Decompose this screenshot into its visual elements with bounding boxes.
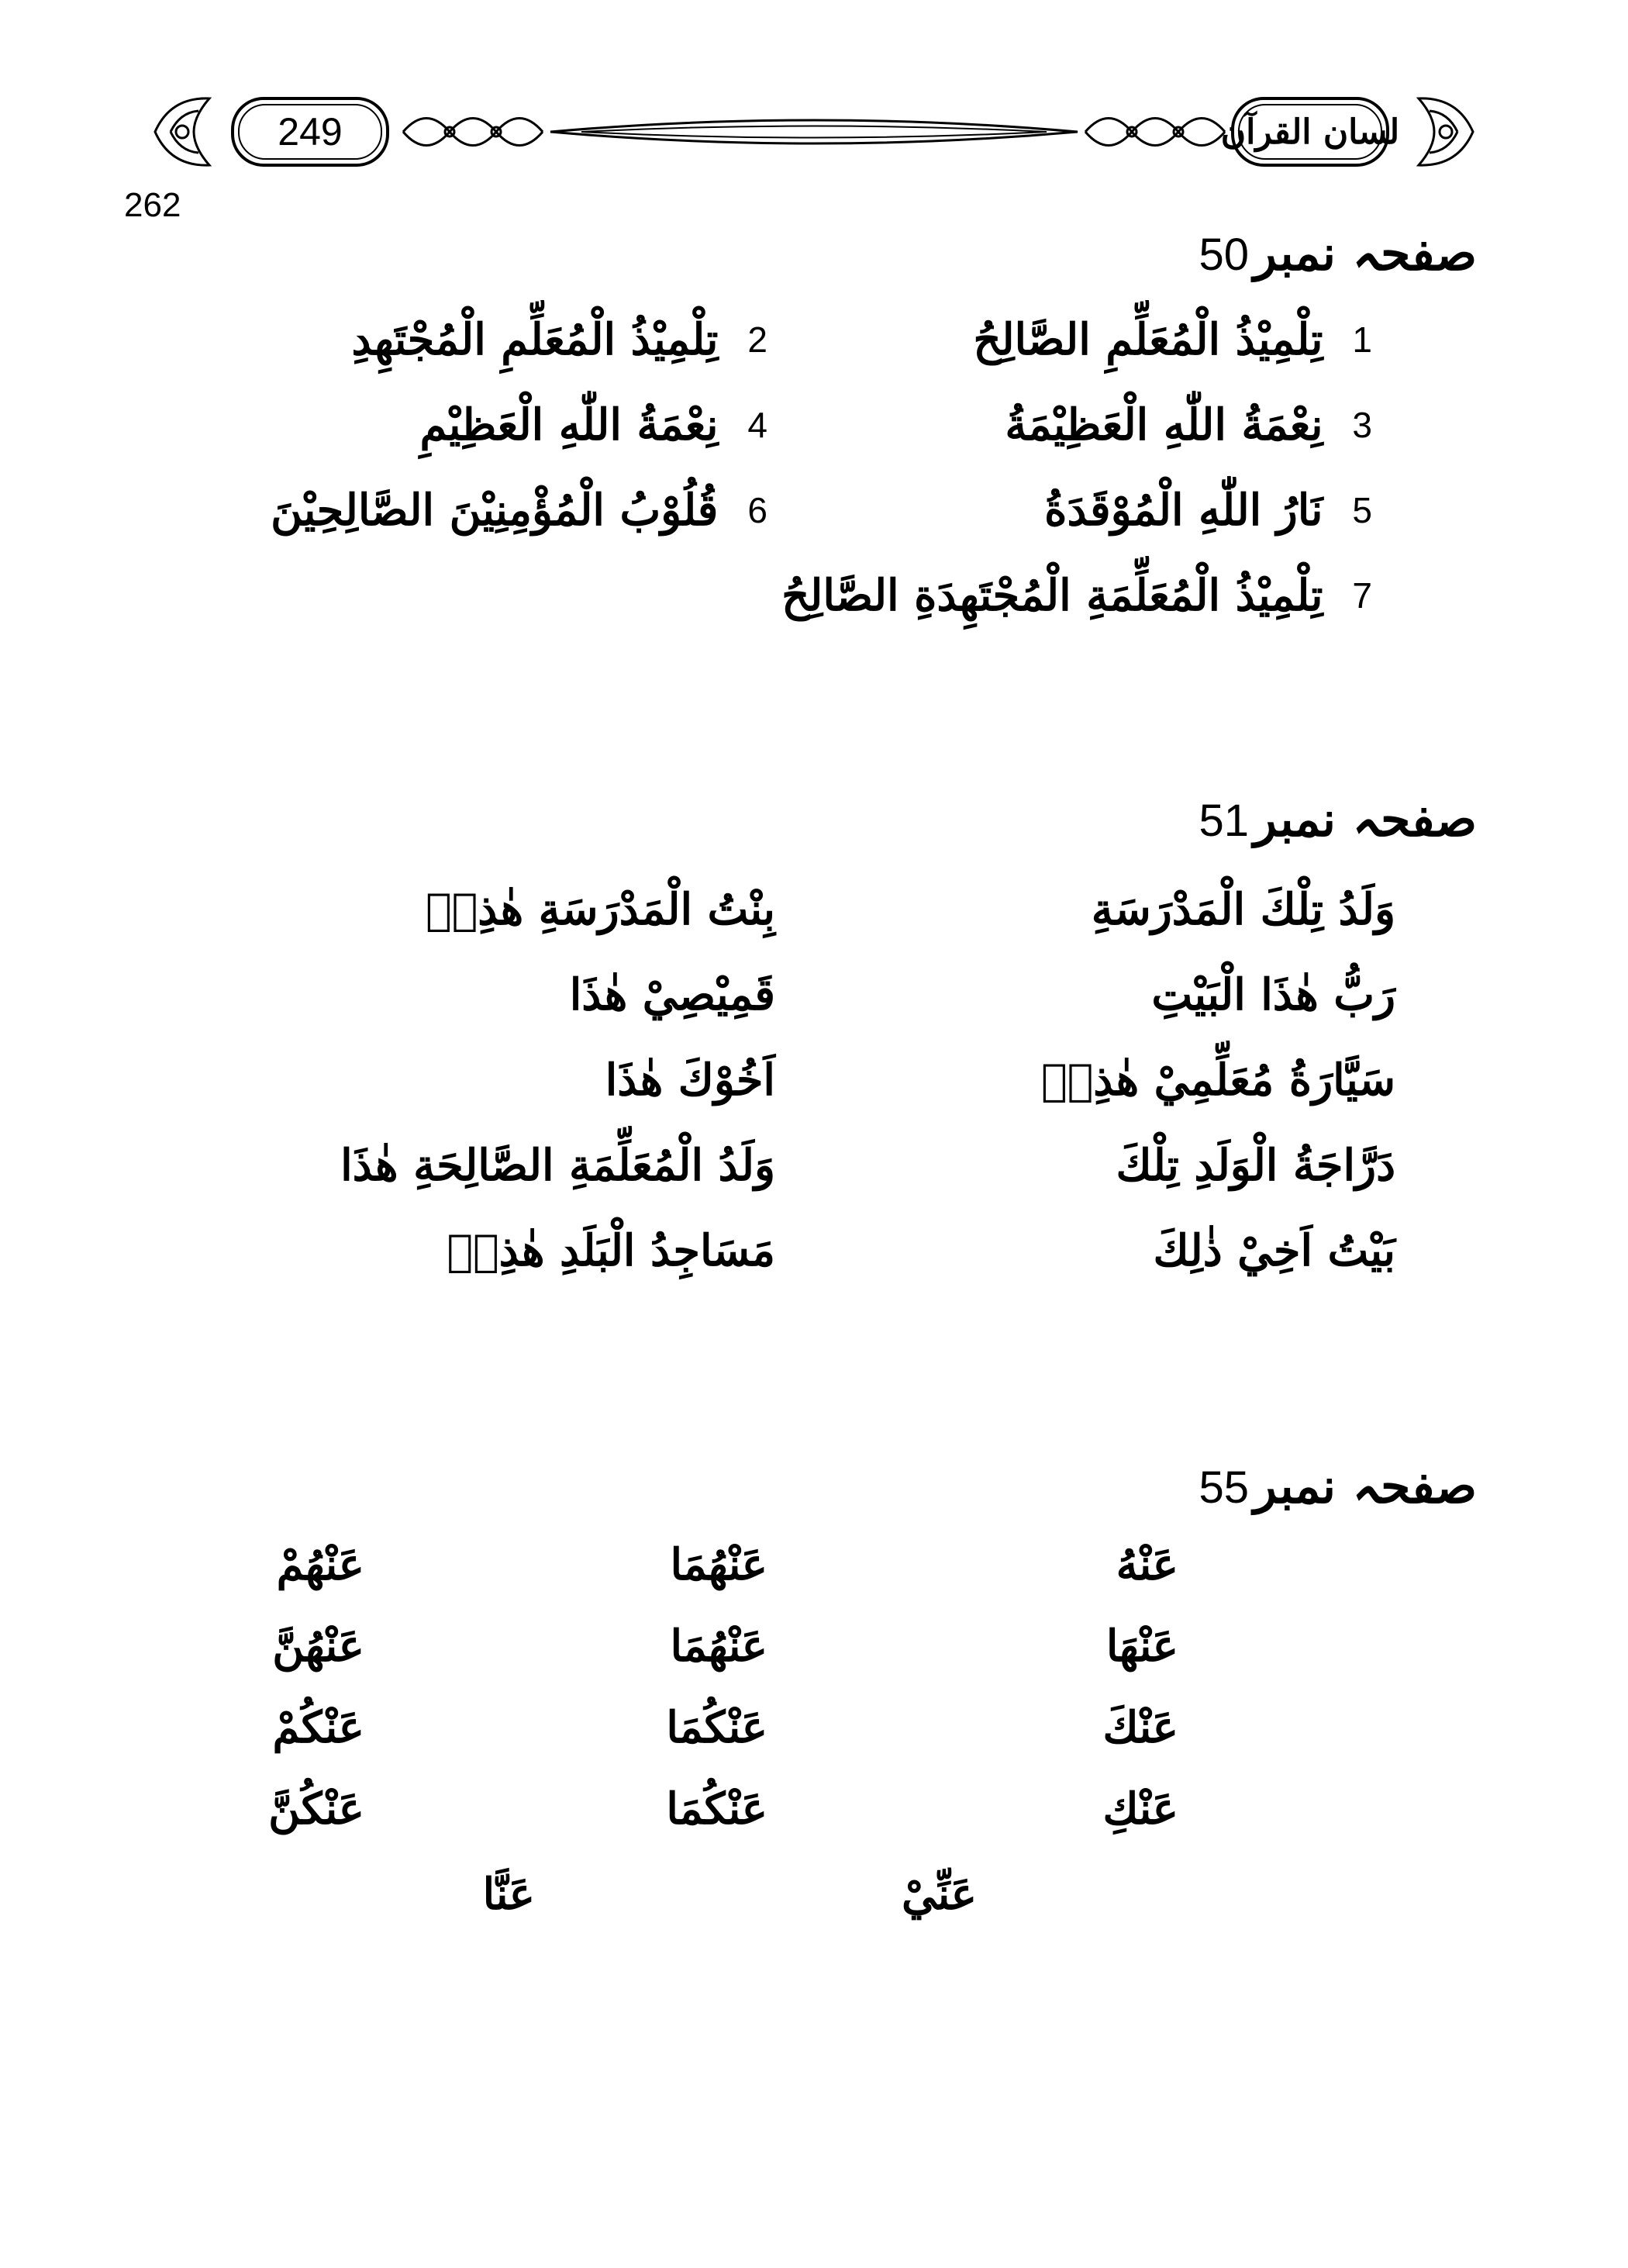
pronoun-cell: عَنْكُمَا [666,1702,767,1753]
item-text: نِعْمَةُ اللّٰهِ الْعَظِيْمِ [419,399,719,450]
phrase-cell: سَيَّارَةُ مُعَلِّمِيْ هٰذِهٖ [1041,1055,1395,1106]
section-heading-number: 51 [1199,796,1250,846]
phrase-cell: وَلَدُ الْمُعَلِّمَةِ الصَّالِحَةِ هٰذَا [340,1140,775,1191]
phrase-cell: اَخُوْكَ هٰذَا [605,1055,775,1106]
phrase-cell: قَمِيْصِيْ هٰذَا [569,969,775,1020]
item-number: 5 [1352,490,1372,530]
section-heading-label: صفحہ نمبر [1254,1458,1477,1514]
section-heading-50 [1199,225,1477,281]
pronoun-cell: عَنْهُ [1116,1539,1178,1590]
pronoun-cell: عَنْهُمَا [670,1621,767,1672]
item-text: نِعْمَةُ اللّٰهِ الْعَظِيْمَةُ [1005,399,1323,450]
list-item [1005,399,1372,450]
pronoun-cell: عَنْكُمْ [272,1702,364,1753]
list-item [352,314,767,365]
print-page-number: 262 [124,186,181,224]
item-text: تِلْمِيْذُ الْمُعَلِّمِ الصَّالِحُ [973,314,1323,365]
phrase-cell: بِنْتُ الْمَدْرَسَةِ هٰذِهٖ [426,884,775,935]
item-number: 3 [1352,405,1372,445]
section-heading-51 [1199,791,1477,847]
book-title: لسان القرآن [1220,112,1400,152]
item-number: 7 [1352,575,1372,616]
pronoun-cell: عَنْهُمَا [670,1539,767,1590]
section-heading-number: 55 [1199,1462,1250,1513]
pronoun-cell: عَنْهُنَّ [272,1621,364,1672]
item-text: نَارُ اللّٰهِ الْمُوْقَدَةُ [1044,485,1323,536]
book-title-box [1220,98,1400,165]
pronoun-cell: عَنْكِ [1102,1783,1178,1835]
item-text: تِلْمِيْذُ الْمُعَلِّمِ الْمُجْتَهِدِ [351,314,719,365]
list-item [271,485,767,536]
list-item [973,314,1372,365]
list-item [1044,485,1372,536]
item-number: 4 [747,405,767,445]
item-number: 1 [1352,319,1372,360]
page-number: 249 [278,110,343,154]
section-heading-55 [1199,1458,1477,1514]
section-heading-label: صفحہ نمبر [1254,791,1477,847]
page-header [147,81,1481,182]
pronoun-cell: عَنْكُمَا [666,1783,767,1835]
item-text: تِلْمِيْذُ الْمُعَلِّمَةِ الْمُجْتَهِدَةِ الصَّالِحُ [781,570,1323,621]
phrase-cell: مَسَاجِدُ الْبَلَدِ هٰذِهٖ [447,1225,775,1276]
pronoun-cell: عَنَّا [482,1869,535,1920]
phrase-cell: دَرَّاجَةُ الْوَلَدِ تِلْكَ [1116,1140,1395,1191]
phrase-cell: بَيْتُ اَخِيْ ذٰلِكَ [1153,1225,1395,1276]
phrase-cell: وَلَدُ تِلْكَ الْمَدْرَسَةِ [1091,884,1395,935]
item-number: 2 [747,319,767,360]
list-item [781,570,1372,621]
pronoun-cell: عَنِّيْ [902,1869,977,1920]
pronoun-cell: عَنْكُنَّ [268,1783,364,1835]
item-text: قُلُوْبُ الْمُؤْمِنِيْنَ الصَّالِحِيْنَ [271,485,719,536]
list-item [419,399,767,450]
pronoun-cell: عَنْهَا [1105,1621,1178,1672]
pronoun-cell: عَنْهُمْ [276,1539,364,1590]
section-heading-number: 50 [1199,230,1250,280]
page-number-box [233,98,388,165]
section-heading-label: صفحہ نمبر [1254,225,1477,281]
item-number: 6 [747,490,767,530]
phrase-cell: رَبُّ هٰذَا الْبَيْتِ [1151,969,1395,1020]
pronoun-cell: عَنْكَ [1102,1702,1178,1753]
